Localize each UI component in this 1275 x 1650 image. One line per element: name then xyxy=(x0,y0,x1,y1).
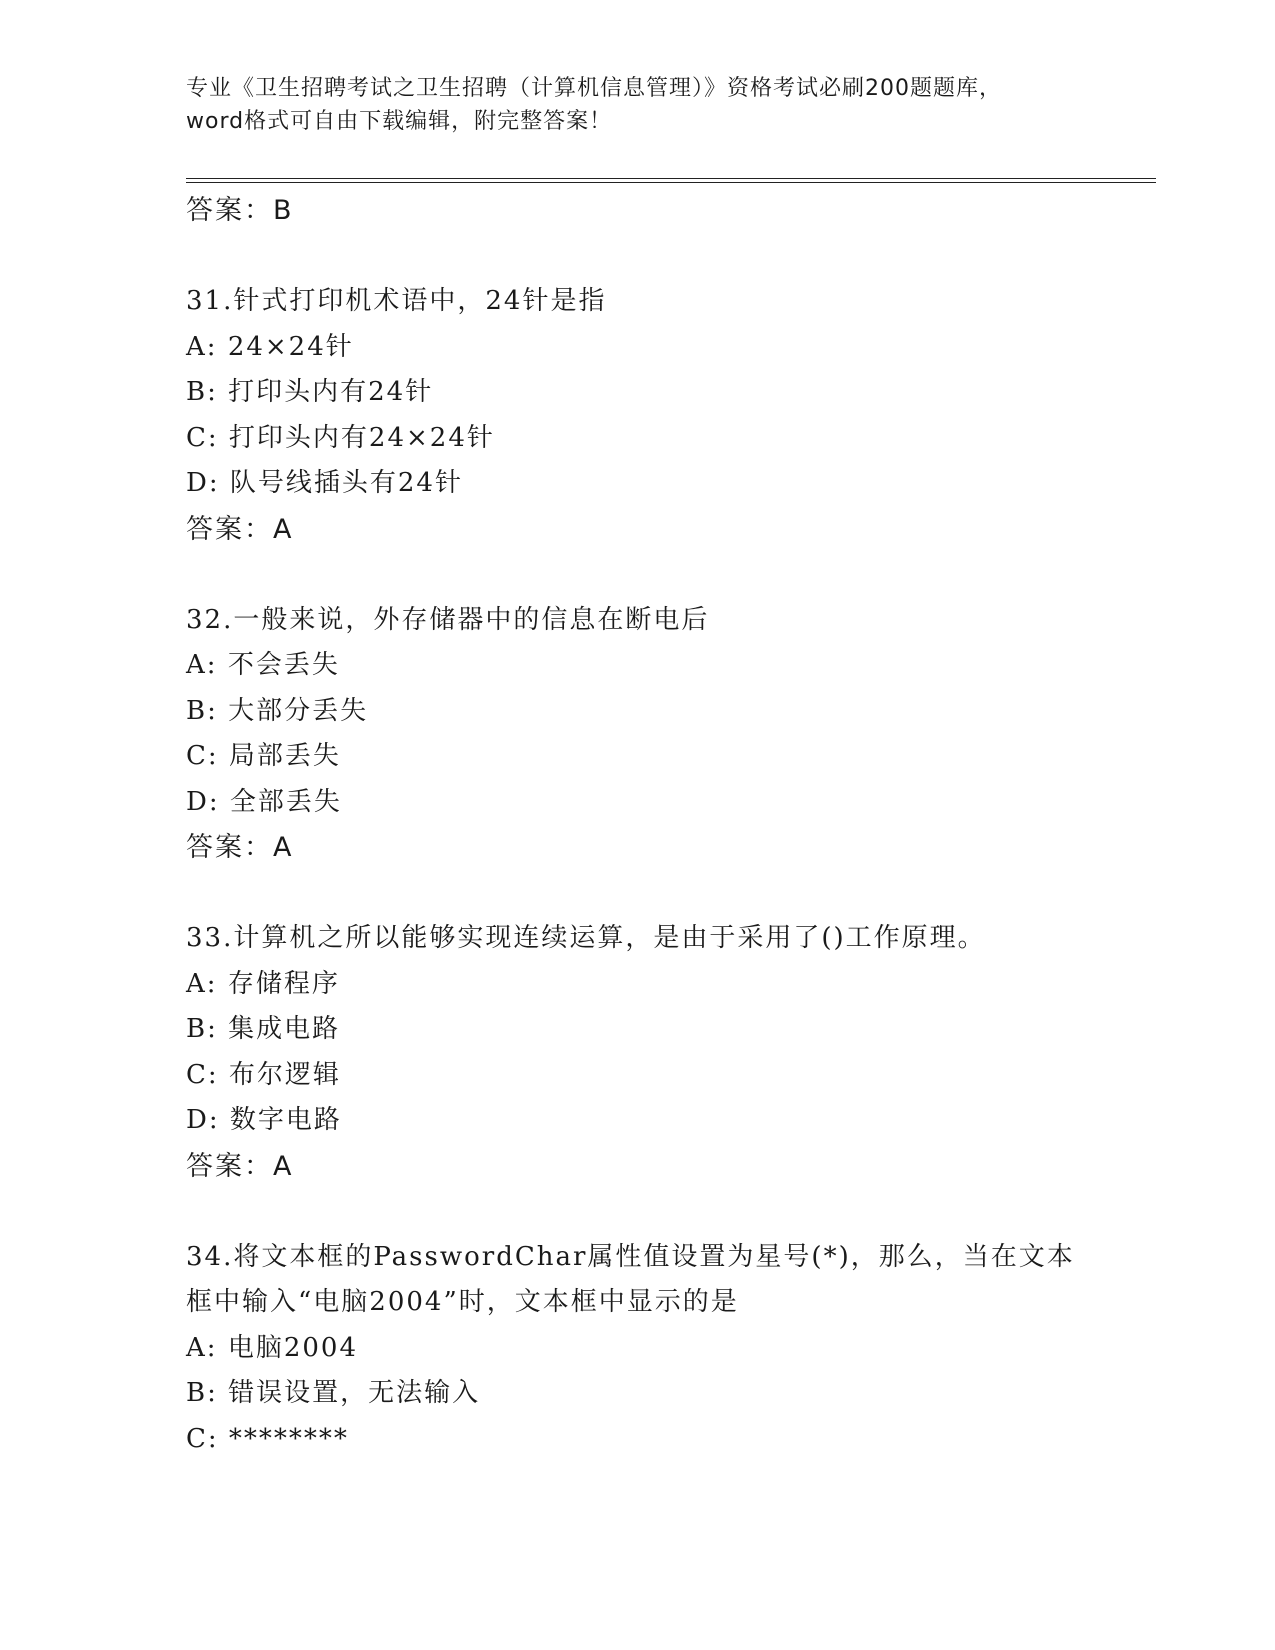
option-label: D: xyxy=(186,1105,220,1135)
option-label: B: xyxy=(186,1378,218,1408)
question-text-line-1: 将文本框的PasswordChar属性值设置为星号(*)，那么，当在文本 xyxy=(233,1241,1075,1272)
option-text: 24×24针 xyxy=(227,331,354,362)
previous-answer: 答案：B xyxy=(186,195,294,226)
question-number: 34. xyxy=(186,1241,234,1272)
option-label: A: xyxy=(186,968,218,999)
option-label: A: xyxy=(186,331,218,362)
option-text: 布尔逻辑 xyxy=(228,1059,341,1090)
option-label: C: xyxy=(186,1423,219,1454)
spacer xyxy=(186,234,1086,280)
question-34 xyxy=(186,1235,1086,1463)
question-stem xyxy=(186,1235,1086,1281)
option-text: 存储程序 xyxy=(227,968,340,999)
option-text: 大部分丢失 xyxy=(228,695,369,726)
option-a xyxy=(186,962,1086,1008)
option-text: 不会丢失 xyxy=(227,650,340,680)
question-number: 33. xyxy=(186,923,234,953)
option-text: ******** xyxy=(228,1423,349,1454)
option-b xyxy=(186,1007,1086,1053)
option-text: 局部丢失 xyxy=(228,741,341,771)
option-d xyxy=(186,780,1086,826)
option-text: 数字电路 xyxy=(229,1105,342,1135)
option-a xyxy=(186,643,1086,689)
question-number: 32. xyxy=(186,604,234,635)
option-label: A: xyxy=(186,1332,218,1363)
question-text: 计算机之所以能够实现连续运算，是由于采用了()工作原理。 xyxy=(233,923,986,953)
option-c xyxy=(186,1053,1086,1099)
question-number: 31. xyxy=(186,286,234,316)
question-list xyxy=(186,188,1086,1462)
option-a xyxy=(186,325,1086,371)
spacer xyxy=(186,552,1086,598)
option-d xyxy=(186,1098,1086,1144)
option-b xyxy=(186,689,1086,735)
question-stem xyxy=(186,598,1086,644)
option-label: B: xyxy=(186,695,218,726)
question-31 xyxy=(186,279,1086,552)
option-text: 全部丢失 xyxy=(229,786,342,817)
option-d xyxy=(186,461,1086,507)
option-text: 电脑2004 xyxy=(227,1332,358,1363)
question-32 xyxy=(186,598,1086,871)
question-text-line-2: 框中输入“电脑2004”时，文本框中显示的是 xyxy=(186,1287,739,1317)
option-c xyxy=(186,1417,1086,1463)
spacer xyxy=(186,1189,1086,1235)
option-label: C: xyxy=(186,741,219,771)
option-label: B: xyxy=(186,1014,218,1044)
header-line-2: word格式可自由下载编辑，附完整答案！ xyxy=(186,109,613,134)
option-text: 队号线插头有24针 xyxy=(229,468,463,498)
option-text: 错误设置，无法输入 xyxy=(228,1378,481,1408)
option-c xyxy=(186,416,1086,462)
header-line-1: 专业《卫生招聘考试之卫生招聘（计算机信息管理）》资格考试必刷200题题库， xyxy=(186,76,1002,101)
header-divider xyxy=(186,178,1156,183)
option-label: B: xyxy=(186,377,218,407)
answer: 答案：A xyxy=(186,513,294,545)
option-c xyxy=(186,734,1086,780)
option-text: 集成电路 xyxy=(228,1014,341,1044)
option-label: C: xyxy=(186,422,219,453)
answer: 答案：A xyxy=(186,832,294,863)
question-stem xyxy=(186,916,1086,962)
question-text: 针式打印机术语中，24针是指 xyxy=(233,286,607,316)
option-text: 打印头内有24针 xyxy=(228,377,434,407)
answer: 答案：A xyxy=(186,1150,294,1182)
question-text: 一般来说，外存储器中的信息在断电后 xyxy=(233,604,710,635)
document-header xyxy=(186,72,1086,138)
option-label: A: xyxy=(186,650,218,680)
option-text: 打印头内有24×24针 xyxy=(228,422,495,453)
option-b xyxy=(186,370,1086,416)
question-stem xyxy=(186,279,1086,325)
option-label: D: xyxy=(186,468,220,498)
question-33 xyxy=(186,916,1086,1189)
option-label: C: xyxy=(186,1059,219,1090)
option-label: D: xyxy=(186,786,220,817)
option-b xyxy=(186,1371,1086,1417)
option-a xyxy=(186,1326,1086,1372)
spacer xyxy=(186,871,1086,917)
